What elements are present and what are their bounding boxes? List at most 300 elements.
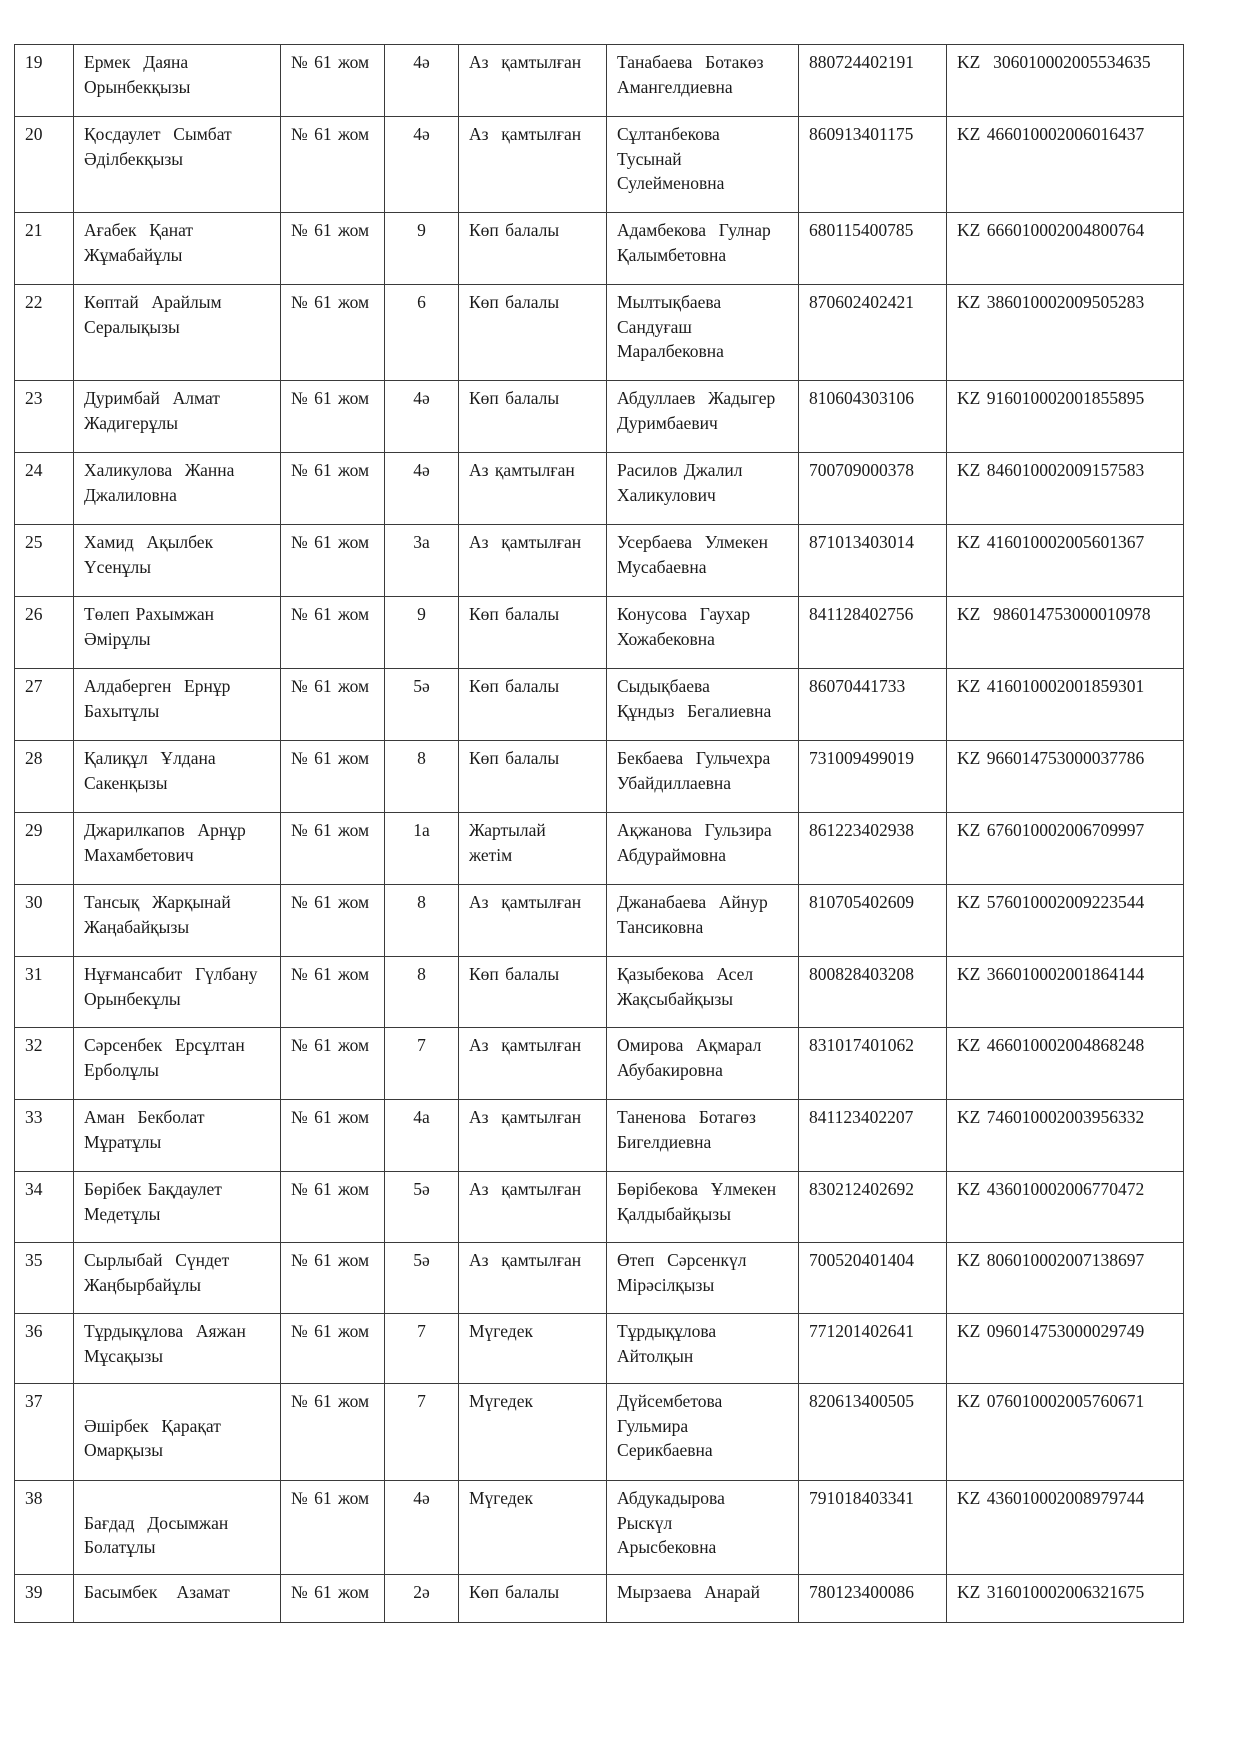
category-cell bbox=[459, 285, 607, 381]
row-number-cell bbox=[15, 885, 74, 957]
iin-cell bbox=[799, 453, 947, 525]
iban-number: KZ 966014753000037786 bbox=[957, 748, 1145, 768]
table-row bbox=[15, 285, 1184, 381]
parent-name-line: Таненова Ботагөз bbox=[617, 1107, 756, 1127]
parent-name-cell bbox=[607, 285, 799, 381]
school-cell bbox=[281, 741, 385, 813]
parent-name-cell bbox=[607, 813, 799, 885]
row-number: 37 bbox=[25, 1391, 43, 1411]
parent-name-cell bbox=[607, 1575, 799, 1623]
row-number-cell bbox=[15, 1100, 74, 1172]
school-cell bbox=[281, 453, 385, 525]
school-cell bbox=[281, 813, 385, 885]
parent-name-line: Дуримбаевич bbox=[617, 412, 718, 433]
table-row bbox=[15, 45, 1184, 117]
iin-cell bbox=[799, 813, 947, 885]
class-grade: 5ә bbox=[413, 1250, 430, 1270]
class-cell bbox=[385, 117, 459, 213]
student-name-line: Тансық Жарқынай bbox=[84, 892, 231, 912]
parent-name-line: Абдураймовна bbox=[617, 844, 726, 865]
row-number: 33 bbox=[25, 1107, 43, 1127]
iban-cell bbox=[947, 213, 1184, 285]
table-row bbox=[15, 1314, 1184, 1384]
row-number: 26 bbox=[25, 604, 43, 624]
iban-cell bbox=[947, 1243, 1184, 1314]
class-cell bbox=[385, 1100, 459, 1172]
table-body bbox=[15, 45, 1184, 1623]
parent-name-cell bbox=[607, 1100, 799, 1172]
row-number: 35 bbox=[25, 1250, 43, 1270]
class-grade: 7 bbox=[417, 1035, 426, 1055]
row-number-cell bbox=[15, 1384, 74, 1481]
iin-number: 771201402641 bbox=[809, 1321, 914, 1341]
parent-name-line: Қазыбекова Асел bbox=[617, 964, 754, 984]
iban-number: KZ 576010002009223544 bbox=[957, 892, 1145, 912]
student-name-line: Жадигерұлы bbox=[84, 412, 178, 433]
category-line: Жартылай bbox=[469, 820, 546, 840]
parent-name-line: Амангелдиевна bbox=[617, 76, 733, 97]
student-name-line: Қалиқұл Ұлдана bbox=[84, 748, 216, 768]
row-number-cell bbox=[15, 453, 74, 525]
class-cell bbox=[385, 1172, 459, 1243]
class-grade: 8 bbox=[417, 964, 426, 984]
class-cell bbox=[385, 45, 459, 117]
class-cell bbox=[385, 1384, 459, 1481]
parent-name-line: Абдуллаев Жадыгер bbox=[617, 388, 776, 408]
iin-cell bbox=[799, 597, 947, 669]
student-name-line: Хамид Ақылбек bbox=[84, 532, 214, 552]
class-grade: 5ә bbox=[413, 676, 430, 696]
row-number: 27 bbox=[25, 676, 43, 696]
iban-number: KZ 416010002005601367 bbox=[957, 532, 1145, 552]
table-row bbox=[15, 669, 1184, 741]
parent-name-line: Ақжанова Гульзира bbox=[617, 820, 772, 840]
iin-cell bbox=[799, 213, 947, 285]
category-line: Көп балалы bbox=[469, 1582, 560, 1602]
parent-name-line: Маралбековна bbox=[617, 341, 724, 361]
category-cell bbox=[459, 1028, 607, 1100]
school-cell bbox=[281, 1481, 385, 1575]
row-number: 29 bbox=[25, 820, 43, 840]
student-name-line: Үсенұлы bbox=[84, 556, 151, 577]
iban-number: KZ 666010002004800764 bbox=[957, 220, 1145, 240]
category-cell bbox=[459, 669, 607, 741]
category-line: Мүгедек bbox=[469, 1488, 533, 1508]
school-cell bbox=[281, 1314, 385, 1384]
beneficiary-table bbox=[14, 44, 1184, 1623]
student-name-line: Ерболұлы bbox=[84, 1059, 159, 1080]
row-number-cell bbox=[15, 669, 74, 741]
school-name: № 61 жом bbox=[291, 1391, 370, 1411]
student-name-cell bbox=[74, 453, 281, 525]
table-row bbox=[15, 1028, 1184, 1100]
category-line: Аз қамтылған bbox=[469, 892, 582, 912]
school-cell bbox=[281, 525, 385, 597]
parent-name-line: Өтеп Сәрсенкүл bbox=[617, 1250, 747, 1270]
class-grade: 7 bbox=[417, 1321, 426, 1341]
parent-name-line: Абубакировна bbox=[617, 1059, 723, 1080]
category-cell bbox=[459, 1314, 607, 1384]
iban-cell bbox=[947, 117, 1184, 213]
iin-number: 800828403208 bbox=[809, 964, 914, 984]
class-cell bbox=[385, 1481, 459, 1575]
student-name-cell bbox=[74, 669, 281, 741]
category-cell bbox=[459, 213, 607, 285]
iin-number: 831017401062 bbox=[809, 1035, 914, 1055]
student-name-cell bbox=[74, 813, 281, 885]
student-name-line: Халикулова Жанна bbox=[84, 460, 235, 480]
iban-number: KZ 316010002006321675 bbox=[957, 1582, 1145, 1602]
iban-cell bbox=[947, 1384, 1184, 1481]
category-cell bbox=[459, 45, 607, 117]
class-cell bbox=[385, 453, 459, 525]
school-name: № 61 жом bbox=[291, 1488, 370, 1508]
category-line: Көп балалы bbox=[469, 604, 560, 624]
parent-name-line: Гульмира bbox=[617, 1415, 689, 1436]
class-grade: 3а bbox=[413, 532, 430, 552]
category-cell bbox=[459, 1481, 607, 1575]
student-name-cell bbox=[74, 741, 281, 813]
student-name-cell bbox=[74, 597, 281, 669]
row-number: 22 bbox=[25, 292, 43, 312]
parent-name-line: Жақсыбайқызы bbox=[617, 988, 734, 1009]
parent-name-cell bbox=[607, 117, 799, 213]
category-cell bbox=[459, 1575, 607, 1623]
category-line: Аз қамтылған bbox=[469, 1035, 582, 1055]
parent-name-cell bbox=[607, 957, 799, 1028]
class-cell bbox=[385, 669, 459, 741]
parent-name-line: Халикулович bbox=[617, 484, 716, 505]
school-name: № 61 жом bbox=[291, 460, 370, 480]
iin-number: 780123400086 bbox=[809, 1582, 914, 1602]
student-name-cell bbox=[74, 1028, 281, 1100]
parent-name-line: Серикбаевна bbox=[617, 1440, 713, 1460]
school-cell bbox=[281, 285, 385, 381]
parent-name-line: Расилов Джалил bbox=[617, 460, 743, 480]
class-cell bbox=[385, 525, 459, 597]
class-cell bbox=[385, 741, 459, 813]
student-name-line: Әмірұлы bbox=[84, 628, 151, 649]
student-name-line: Қосдаулет Сымбат bbox=[84, 124, 232, 144]
iin-number: 810705402609 bbox=[809, 892, 914, 912]
iin-number: 861223402938 bbox=[809, 820, 914, 840]
student-name-line: Болатұлы bbox=[84, 1537, 156, 1557]
parent-name-line: Усербаева Улмекен bbox=[617, 532, 768, 552]
parent-name-line: Сыдықбаева bbox=[617, 676, 710, 696]
category-cell bbox=[459, 1384, 607, 1481]
row-number: 38 bbox=[25, 1488, 43, 1508]
category-cell bbox=[459, 741, 607, 813]
parent-name-line: Айтолқын bbox=[617, 1345, 694, 1366]
iban-cell bbox=[947, 741, 1184, 813]
row-number: 23 bbox=[25, 388, 43, 408]
class-grade: 4ә bbox=[413, 388, 430, 408]
iban-number: KZ 466010002004868248 bbox=[957, 1035, 1145, 1055]
iin-number: 841123402207 bbox=[809, 1107, 914, 1127]
row-number: 20 bbox=[25, 124, 43, 144]
school-name: № 61 жом bbox=[291, 292, 370, 312]
category-line: Мүгедек bbox=[469, 1391, 533, 1411]
iban-number: KZ 846010002009157583 bbox=[957, 460, 1145, 480]
student-name-line: Медетұлы bbox=[84, 1203, 161, 1224]
category-line: Мүгедек bbox=[469, 1321, 533, 1341]
category-line: Көп балалы bbox=[469, 220, 560, 240]
school-cell bbox=[281, 1028, 385, 1100]
category-line: Көп балалы bbox=[469, 388, 560, 408]
parent-name-cell bbox=[607, 597, 799, 669]
iin-number: 680115400785 bbox=[809, 220, 914, 240]
parent-name-line: Арысбековна bbox=[617, 1537, 717, 1557]
school-name: № 61 жом bbox=[291, 1582, 370, 1602]
category-cell bbox=[459, 1243, 607, 1314]
student-name-line: Ағабек Қанат bbox=[84, 220, 194, 240]
iban-number: KZ 436010002006770472 bbox=[957, 1179, 1145, 1199]
class-grade: 4ә bbox=[413, 124, 430, 144]
student-name-line: Басымбек Азамат bbox=[84, 1582, 230, 1602]
iin-cell bbox=[799, 1172, 947, 1243]
parent-name-line: Тусынай bbox=[617, 148, 682, 169]
school-cell bbox=[281, 213, 385, 285]
parent-name-line: Қалымбетовна bbox=[617, 244, 727, 265]
iin-number: 791018403341 bbox=[809, 1488, 914, 1508]
iin-number: 880724402191 bbox=[809, 52, 914, 72]
class-grade: 4а bbox=[413, 1107, 430, 1127]
table-row bbox=[15, 117, 1184, 213]
parent-name-cell bbox=[607, 1384, 799, 1481]
iban-number: KZ 746010002003956332 bbox=[957, 1107, 1145, 1127]
iin-cell bbox=[799, 1384, 947, 1481]
iin-number: 820613400505 bbox=[809, 1391, 914, 1411]
student-name-line: Джалиловна bbox=[84, 484, 177, 505]
student-name-line: Мұратұлы bbox=[84, 1131, 162, 1152]
iban-number: KZ 676010002006709997 bbox=[957, 820, 1145, 840]
iban-number: KZ 916010002001855895 bbox=[957, 388, 1145, 408]
category-line: Аз қамтылған bbox=[469, 52, 582, 72]
student-name-line: Тұрдықұлова Аяжан bbox=[84, 1321, 246, 1341]
row-number-cell bbox=[15, 741, 74, 813]
iin-number: 871013403014 bbox=[809, 532, 914, 552]
parent-name-line: Бекбаева Гульчехра bbox=[617, 748, 771, 768]
school-cell bbox=[281, 1100, 385, 1172]
student-name-line: Бөрібек Бақдаулет bbox=[84, 1179, 222, 1199]
student-name-cell bbox=[74, 1575, 281, 1623]
iban-number: KZ 096014753000029749 bbox=[957, 1321, 1145, 1341]
parent-name-line: Сұлтанбекова bbox=[617, 124, 720, 144]
table-row bbox=[15, 213, 1184, 285]
table-row bbox=[15, 525, 1184, 597]
school-name: № 61 жом bbox=[291, 388, 370, 408]
parent-name-cell bbox=[607, 525, 799, 597]
student-name-line: Бахытұлы bbox=[84, 700, 160, 721]
school-name: № 61 жом bbox=[291, 1179, 370, 1199]
class-cell bbox=[385, 813, 459, 885]
school-name: № 61 жом bbox=[291, 676, 370, 696]
class-grade: 4ә bbox=[413, 1488, 430, 1508]
category-line: Көп балалы bbox=[469, 964, 560, 984]
iban-cell bbox=[947, 1172, 1184, 1243]
category-cell bbox=[459, 381, 607, 453]
iban-number: KZ 076010002005760671 bbox=[957, 1391, 1145, 1411]
class-cell bbox=[385, 885, 459, 957]
student-name-cell bbox=[74, 957, 281, 1028]
category-line: Аз қамтылған bbox=[469, 1250, 582, 1270]
table-row bbox=[15, 453, 1184, 525]
category-cell bbox=[459, 453, 607, 525]
table-row bbox=[15, 1243, 1184, 1314]
category-line: Аз қамтылған bbox=[469, 1107, 582, 1127]
iin-cell bbox=[799, 1481, 947, 1575]
iban-cell bbox=[947, 813, 1184, 885]
student-name-line: Орынбекұлы bbox=[84, 988, 181, 1009]
student-name-cell bbox=[74, 285, 281, 381]
parent-name-line: Бигелдиевна bbox=[617, 1131, 712, 1152]
school-name: № 61 жом bbox=[291, 892, 370, 912]
iin-number: 700709000378 bbox=[809, 460, 914, 480]
iin-number: 830212402692 bbox=[809, 1179, 914, 1199]
parent-name-line: Дүйсембетова bbox=[617, 1391, 723, 1411]
row-number: 36 bbox=[25, 1321, 43, 1341]
class-cell bbox=[385, 1314, 459, 1384]
class-grade: 6 bbox=[417, 292, 426, 312]
student-name-line: Мұсақызы bbox=[84, 1345, 163, 1366]
iban-cell bbox=[947, 885, 1184, 957]
student-name-line: Жаңбырбайұлы bbox=[84, 1274, 202, 1295]
student-name-cell bbox=[74, 1481, 281, 1575]
school-name: № 61 жом bbox=[291, 1250, 370, 1270]
student-name-cell bbox=[74, 1314, 281, 1384]
category-line: Көп балалы bbox=[469, 748, 560, 768]
parent-name-line: Убайдиллаевна bbox=[617, 772, 731, 793]
parent-name-cell bbox=[607, 213, 799, 285]
table-row bbox=[15, 381, 1184, 453]
iin-cell bbox=[799, 45, 947, 117]
iban-number: KZ 386010002009505283 bbox=[957, 292, 1145, 312]
school-name: № 61 жом bbox=[291, 532, 370, 552]
row-number: 24 bbox=[25, 460, 43, 480]
iban-cell bbox=[947, 453, 1184, 525]
student-name-line: Нұғмансабит Гүлбану bbox=[84, 964, 258, 984]
category-line: Көп балалы bbox=[469, 292, 560, 312]
category-cell bbox=[459, 1100, 607, 1172]
school-cell bbox=[281, 669, 385, 741]
student-name-cell bbox=[74, 885, 281, 957]
parent-name-line: Джанабаева Айнур bbox=[617, 892, 768, 912]
student-name-line bbox=[84, 1389, 270, 1414]
row-number-cell bbox=[15, 45, 74, 117]
row-number-cell bbox=[15, 381, 74, 453]
row-number-cell bbox=[15, 1172, 74, 1243]
iban-cell bbox=[947, 1575, 1184, 1623]
school-cell bbox=[281, 381, 385, 453]
row-number-cell bbox=[15, 1575, 74, 1623]
iban-cell bbox=[947, 381, 1184, 453]
row-number: 31 bbox=[25, 964, 43, 984]
row-number-cell bbox=[15, 813, 74, 885]
parent-name-line: Мірәсілқызы bbox=[617, 1274, 715, 1295]
row-number-cell bbox=[15, 597, 74, 669]
row-number-cell bbox=[15, 213, 74, 285]
row-number: 28 bbox=[25, 748, 43, 768]
row-number: 30 bbox=[25, 892, 43, 912]
iban-cell bbox=[947, 285, 1184, 381]
school-name: № 61 жом bbox=[291, 52, 370, 72]
iin-cell bbox=[799, 1028, 947, 1100]
iin-cell bbox=[799, 285, 947, 381]
student-name-cell bbox=[74, 1384, 281, 1481]
student-name-line: Әшірбек Қарақат bbox=[84, 1415, 221, 1436]
table-row bbox=[15, 1172, 1184, 1243]
student-name-line: Дуримбай Алмат bbox=[84, 388, 220, 408]
category-cell bbox=[459, 597, 607, 669]
iin-number: 86070441733 bbox=[809, 676, 906, 696]
student-name-cell bbox=[74, 525, 281, 597]
class-grade: 2ә bbox=[413, 1582, 430, 1602]
table-row bbox=[15, 1481, 1184, 1575]
category-line: жетім bbox=[469, 844, 513, 865]
student-name-cell bbox=[74, 1172, 281, 1243]
iban-number: KZ 986014753000010978 bbox=[957, 604, 1151, 624]
row-number-cell bbox=[15, 1028, 74, 1100]
iin-number: 841128402756 bbox=[809, 604, 914, 624]
parent-name-cell bbox=[607, 885, 799, 957]
student-name-cell bbox=[74, 1100, 281, 1172]
category-cell bbox=[459, 1172, 607, 1243]
parent-name-line: Тансиковна bbox=[617, 916, 704, 937]
student-name-cell bbox=[74, 381, 281, 453]
iin-cell bbox=[799, 885, 947, 957]
table-row bbox=[15, 957, 1184, 1028]
student-name-line: Әділбекқызы bbox=[84, 148, 184, 169]
class-cell bbox=[385, 285, 459, 381]
iban-cell bbox=[947, 669, 1184, 741]
category-line: Аз қамтылған bbox=[469, 532, 582, 552]
student-name-line: Төлеп Рахымжан bbox=[84, 604, 214, 624]
row-number-cell bbox=[15, 1481, 74, 1575]
parent-name-line: Мусабаевна bbox=[617, 556, 707, 577]
iban-cell bbox=[947, 1481, 1184, 1575]
parent-name-cell bbox=[607, 1481, 799, 1575]
iban-number: KZ 416010002001859301 bbox=[957, 676, 1145, 696]
class-cell bbox=[385, 1575, 459, 1623]
student-name-line: Жаңабайқызы bbox=[84, 916, 190, 937]
row-number-cell bbox=[15, 957, 74, 1028]
iin-cell bbox=[799, 669, 947, 741]
parent-name-cell bbox=[607, 1243, 799, 1314]
student-name-line: Сырлыбай Сүндет bbox=[84, 1250, 230, 1270]
class-cell bbox=[385, 213, 459, 285]
parent-name-line: Омирова Ақмарал bbox=[617, 1035, 762, 1055]
school-cell bbox=[281, 45, 385, 117]
row-number: 25 bbox=[25, 532, 43, 552]
parent-name-line: Абдукадырова bbox=[617, 1488, 725, 1508]
iin-cell bbox=[799, 1243, 947, 1314]
parent-name-cell bbox=[607, 1172, 799, 1243]
class-grade: 9 bbox=[417, 604, 426, 624]
iban-number: KZ 436010002008979744 bbox=[957, 1488, 1145, 1508]
student-name-line: Джарилкапов Арнұр bbox=[84, 820, 246, 840]
school-cell bbox=[281, 1384, 385, 1481]
school-name: № 61 жом bbox=[291, 1321, 370, 1341]
class-grade: 9 bbox=[417, 220, 426, 240]
class-grade: 5ә bbox=[413, 1179, 430, 1199]
parent-name-cell bbox=[607, 741, 799, 813]
category-cell bbox=[459, 957, 607, 1028]
student-name-line: Орынбекқызы bbox=[84, 76, 191, 97]
row-number: 39 bbox=[25, 1582, 43, 1602]
student-name-line: Ермек Даяна bbox=[84, 52, 189, 72]
student-name-line: Махамбетович bbox=[84, 844, 194, 865]
row-number-cell bbox=[15, 117, 74, 213]
